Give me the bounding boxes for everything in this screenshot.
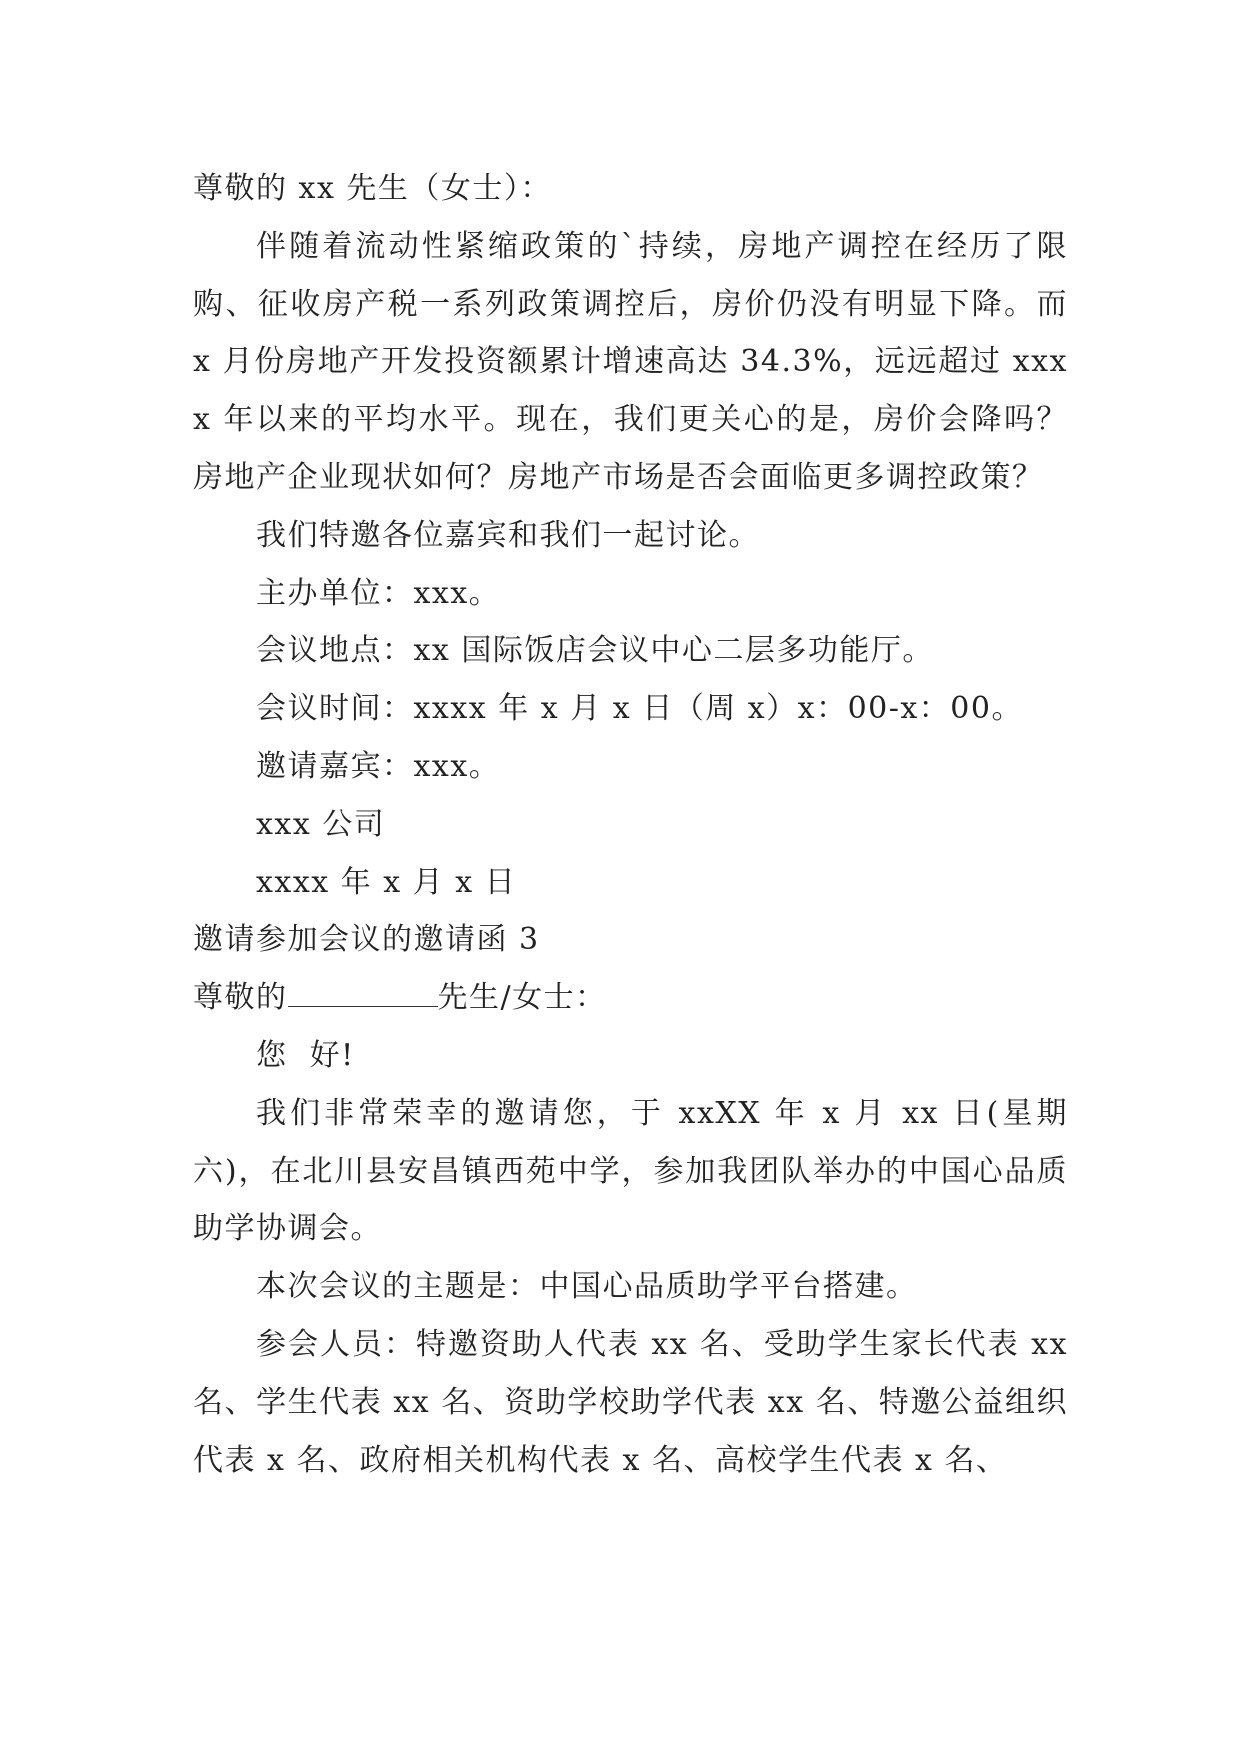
letter2-signature-date: xxxx 年 x 月 x 日: [256, 864, 517, 900]
letter2-venue: 会议地点：xx 国际饭店会议中心二层多功能厅。: [256, 633, 934, 669]
letter3-salutation: [193, 969, 1068, 1027]
letter2-time: 会议时间：xxxx 年 x 月 x 日（周 x）x：00-x：00。: [256, 691, 1023, 727]
letter3-salutation-prefix: 尊敬的: [193, 980, 288, 1016]
letter2-signature-company: xxx 公司: [256, 806, 386, 842]
letter2-salutation: 尊敬的 xx 先生（女士）：: [193, 171, 552, 206]
letter2-body-paragraph: 伴随着流动性紧缩政策的`持续，房地产调控在经历了限购、征收房产税一系列政策调控后，房价仍没有明显下降。而 x 月份房地产开发投资额累计增速高达 34.3%，远远超过 xxxx 年以来的平均水平。现在，我们更关心的是，房价会降吗？房地产企业现状如何？房地产市场是否会面临更多调控政策？: [193, 228, 1068, 495]
letter2-invite-line: 我们特邀各位嘉宾和我们一起讨论。: [256, 517, 760, 553]
letter3-theme: 本次会议的主题是：中国心品质助学平台搭建。: [256, 1269, 918, 1305]
letter2-organizer: 主办单位：xxx。: [256, 575, 501, 611]
letter3-heading: 邀请参加会议的邀请函 3: [193, 922, 540, 958]
letter2-guests: 邀请嘉宾：xxx。: [256, 748, 501, 784]
letter3-salutation-suffix: 先生/女士：: [437, 980, 607, 1016]
name-blank-underline: [288, 976, 438, 1007]
letter3-greeting: 您 好!: [256, 1037, 355, 1073]
letter3-attendees: 参会人员：特邀资助人代表 xx 名、受助学生家长代表 xx 名、学生代表 xx 名、资助学校助学代表 xx 名、特邀公益组织代表 x 名、政府相关机构代表 x 名、高校学生代表 x 名、: [193, 1326, 1068, 1478]
letter3-body-paragraph: 我们非常荣幸的邀请您，于 xxXX 年 x 月 xx 日(星期六)，在北川县安昌镇西苑中学，参加我团队举办的中国心品质助学协调会。: [193, 1095, 1068, 1247]
document-content: [193, 160, 1068, 1489]
